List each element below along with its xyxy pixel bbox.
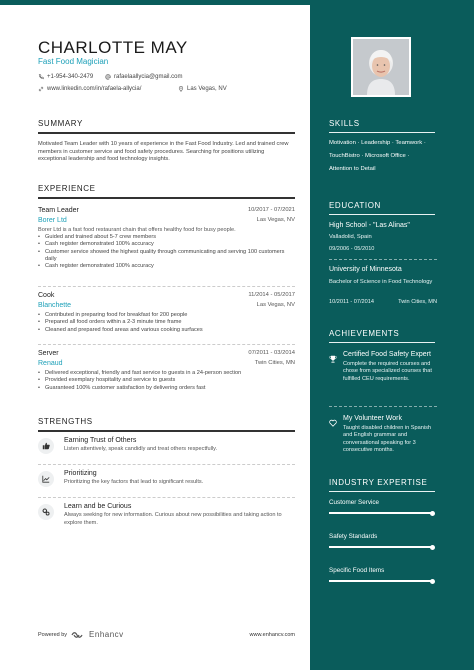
- job-divider: [38, 286, 295, 287]
- experience-rule: [38, 197, 295, 199]
- at-icon: [105, 74, 111, 80]
- achievement-item: [329, 414, 439, 454]
- industry-level-dot: [430, 579, 435, 584]
- skills-line: Motivation · Leadership · Teamwork ·: [329, 140, 426, 146]
- achievement-item: [329, 350, 439, 383]
- education-divider: [329, 259, 437, 260]
- achievement-title: My Volunteer Work: [343, 415, 403, 422]
- strength-divider: [38, 497, 295, 498]
- job-entry-server: [38, 350, 295, 392]
- strength-item: [38, 437, 295, 454]
- job-location: Las Vegas, NV: [256, 217, 295, 223]
- job-bullet: • Cash register demonstrated 100% accuracy: [38, 241, 295, 248]
- gears-icon: [38, 504, 54, 520]
- job-bullet: • Prepared all food orders within a 2-3 minute time frame: [38, 319, 295, 326]
- location-pin-icon: [178, 86, 184, 92]
- job-divider: [38, 344, 295, 345]
- job-company: Borer Ltd: [38, 217, 67, 224]
- skills-line: TouchBistro · Microsoft Office ·: [329, 153, 410, 159]
- job-location: Twin Cities, MN: [254, 360, 295, 366]
- thumbs-up-icon: [38, 438, 54, 454]
- industry-level-bar: [329, 512, 433, 514]
- industry-level-dot: [430, 545, 435, 550]
- education-dates-row: [329, 246, 437, 252]
- job-entry-cook: [38, 292, 295, 334]
- education-heading: EDUCATION: [329, 201, 381, 210]
- enhancv-logo-icon: [71, 631, 85, 639]
- strength-description: Prioritizing the key factors that lead to significant results.: [64, 479, 204, 485]
- experience-heading: EXPERIENCE: [38, 184, 96, 193]
- skills-heading: SKILLS: [329, 119, 360, 128]
- profile-photo: [351, 37, 411, 97]
- candidate-name: CHARLOTTE MAY: [38, 38, 188, 57]
- footer: [38, 630, 295, 639]
- email-contact[interactable]: [105, 74, 182, 80]
- summary-heading: SUMMARY: [38, 119, 83, 128]
- job-bullets: [38, 312, 295, 334]
- linkedin-text[interactable]: www.linkedin.com/in/rafaela-allycia/: [47, 86, 142, 92]
- job-dates: 07/2011 - 03/2014: [248, 350, 295, 356]
- skills-line: Attention to Detail: [329, 166, 376, 172]
- candidate-title: Fast Food Magician: [38, 57, 109, 66]
- footer-url[interactable]: www.enhancv.com: [249, 631, 295, 638]
- job-company: Blanchette: [38, 302, 72, 309]
- brand-block: [38, 630, 124, 639]
- achievement-title: Certified Food Safety Expert: [343, 351, 431, 358]
- industry-level-dot: [430, 511, 435, 516]
- job-dates: 10/2017 - 07/2021: [247, 207, 295, 213]
- education-dates-row: [329, 299, 437, 305]
- avatar: [353, 39, 409, 95]
- phone-text: +1-954-340-2479: [47, 74, 94, 80]
- top-accent-bar: [0, 0, 310, 5]
- job-bullet: • Customer service showed the highest quality through communicating and serving 100 customers daily: [38, 249, 295, 264]
- strength-title: Earning Trust of Others: [64, 437, 137, 444]
- job-bullet: • Guaranteed 100% customer satisfaction by delivering orders fast: [38, 385, 295, 392]
- job-role: Server: [38, 350, 59, 357]
- strength-item: [38, 503, 295, 527]
- location-contact: [178, 86, 227, 92]
- summary-text: Motivated Team Leader with 10 years of experience in the Fast Food Industry. Led and trained crew members in customer service and food safety procedures. Searching for positions utilizing exceptional leadership and food technology insights.: [38, 141, 289, 163]
- chart-line-icon: [38, 471, 54, 487]
- strength-title: Prioritizing: [64, 470, 97, 477]
- portrait-illustration: [353, 39, 409, 95]
- strengths-rule: [38, 430, 295, 432]
- job-role: Cook: [38, 292, 55, 299]
- strength-item: [38, 470, 295, 487]
- job-company: Renaud: [38, 360, 63, 367]
- job-dates: 11/2014 - 05/2017: [248, 292, 295, 298]
- industry-label: Safety Standards: [329, 533, 378, 540]
- job-description: Borer Ltd is a fast food restaurant chain that offers healthy food for busy people.: [38, 227, 236, 233]
- job-bullet: • Cash register demonstrated 100% accuracy: [38, 263, 295, 270]
- achievement-divider: [329, 406, 437, 407]
- industry-heading: INDUSTRY EXPERTISE: [329, 478, 428, 487]
- industry-label: Specific Food Items: [329, 567, 385, 574]
- trophy-icon: [329, 350, 339, 383]
- industry-rule: [329, 491, 435, 492]
- powered-by-text: Powered by: [38, 631, 68, 638]
- education-school: University of Minnesota: [329, 266, 402, 273]
- strength-description: Always seeking for new information. Curious about new possibilities and taking action to explore them.: [64, 512, 282, 526]
- education-degree: Valladolid, Spain: [329, 234, 372, 240]
- brand-name: Enhancv: [89, 630, 124, 639]
- strengths-heading: STRENGTHS: [38, 417, 93, 426]
- education-dates: 09/2006 - 05/2010: [329, 246, 375, 252]
- job-bullets: [38, 234, 295, 270]
- achievement-description: Complete the required courses and chose from specialized courses that fulfilled CEU requirements.: [343, 361, 432, 382]
- job-location: Las Vegas, NV: [256, 302, 295, 308]
- email-text[interactable]: rafaelaallycia@gmail.com: [114, 74, 183, 80]
- job-entry-team-leader: [38, 207, 295, 270]
- education-location: Twin Cities, MN: [398, 299, 437, 305]
- strength-title: Learn and be Curious: [64, 503, 132, 510]
- strength-divider: [38, 464, 295, 465]
- job-role: Team Leader: [38, 207, 79, 214]
- strength-description: Listen attentively, speak candidly and treat others respectfully.: [64, 446, 218, 452]
- achievements-rule: [329, 342, 435, 343]
- phone-contact: [38, 74, 93, 80]
- education-rule: [329, 214, 435, 215]
- linkedin-contact[interactable]: [38, 86, 141, 92]
- summary-rule: [38, 132, 295, 134]
- achievement-description: Taught disabled children in Spanish and English grammar and conversational speaking for 3 consecutive months.: [343, 425, 432, 453]
- education-school: High School - "Las Alinas": [329, 222, 410, 229]
- industry-label: Customer Service: [329, 499, 380, 506]
- achievements-heading: ACHIEVEMENTS: [329, 329, 400, 338]
- job-bullet: • Provided exemplary hospitality and service to guests: [38, 377, 295, 384]
- job-bullet: • Contributed in preparing food for breakfast for 200 people: [38, 312, 295, 319]
- heart-icon: [329, 414, 339, 454]
- link-icon: [38, 86, 44, 92]
- job-bullet: • Guided and trained about 5-7 crew members: [38, 234, 295, 241]
- location-text: Las Vegas, NV: [187, 86, 227, 92]
- education-dates: 10/2011 - 07/2014: [329, 299, 374, 305]
- phone-icon: [38, 74, 44, 80]
- industry-level-bar: [329, 580, 433, 582]
- education-degree: Bachelor of Science in Food Technology: [329, 279, 433, 285]
- industry-level-bar: [329, 546, 433, 548]
- job-bullet: • Cleaned and prepared food areas and various cooking surfaces: [38, 327, 295, 334]
- job-bullet: • Delivered exceptional, friendly and fast service to guests in a 24-person section: [38, 370, 295, 377]
- job-bullets: [38, 370, 295, 392]
- skills-rule: [329, 132, 435, 133]
